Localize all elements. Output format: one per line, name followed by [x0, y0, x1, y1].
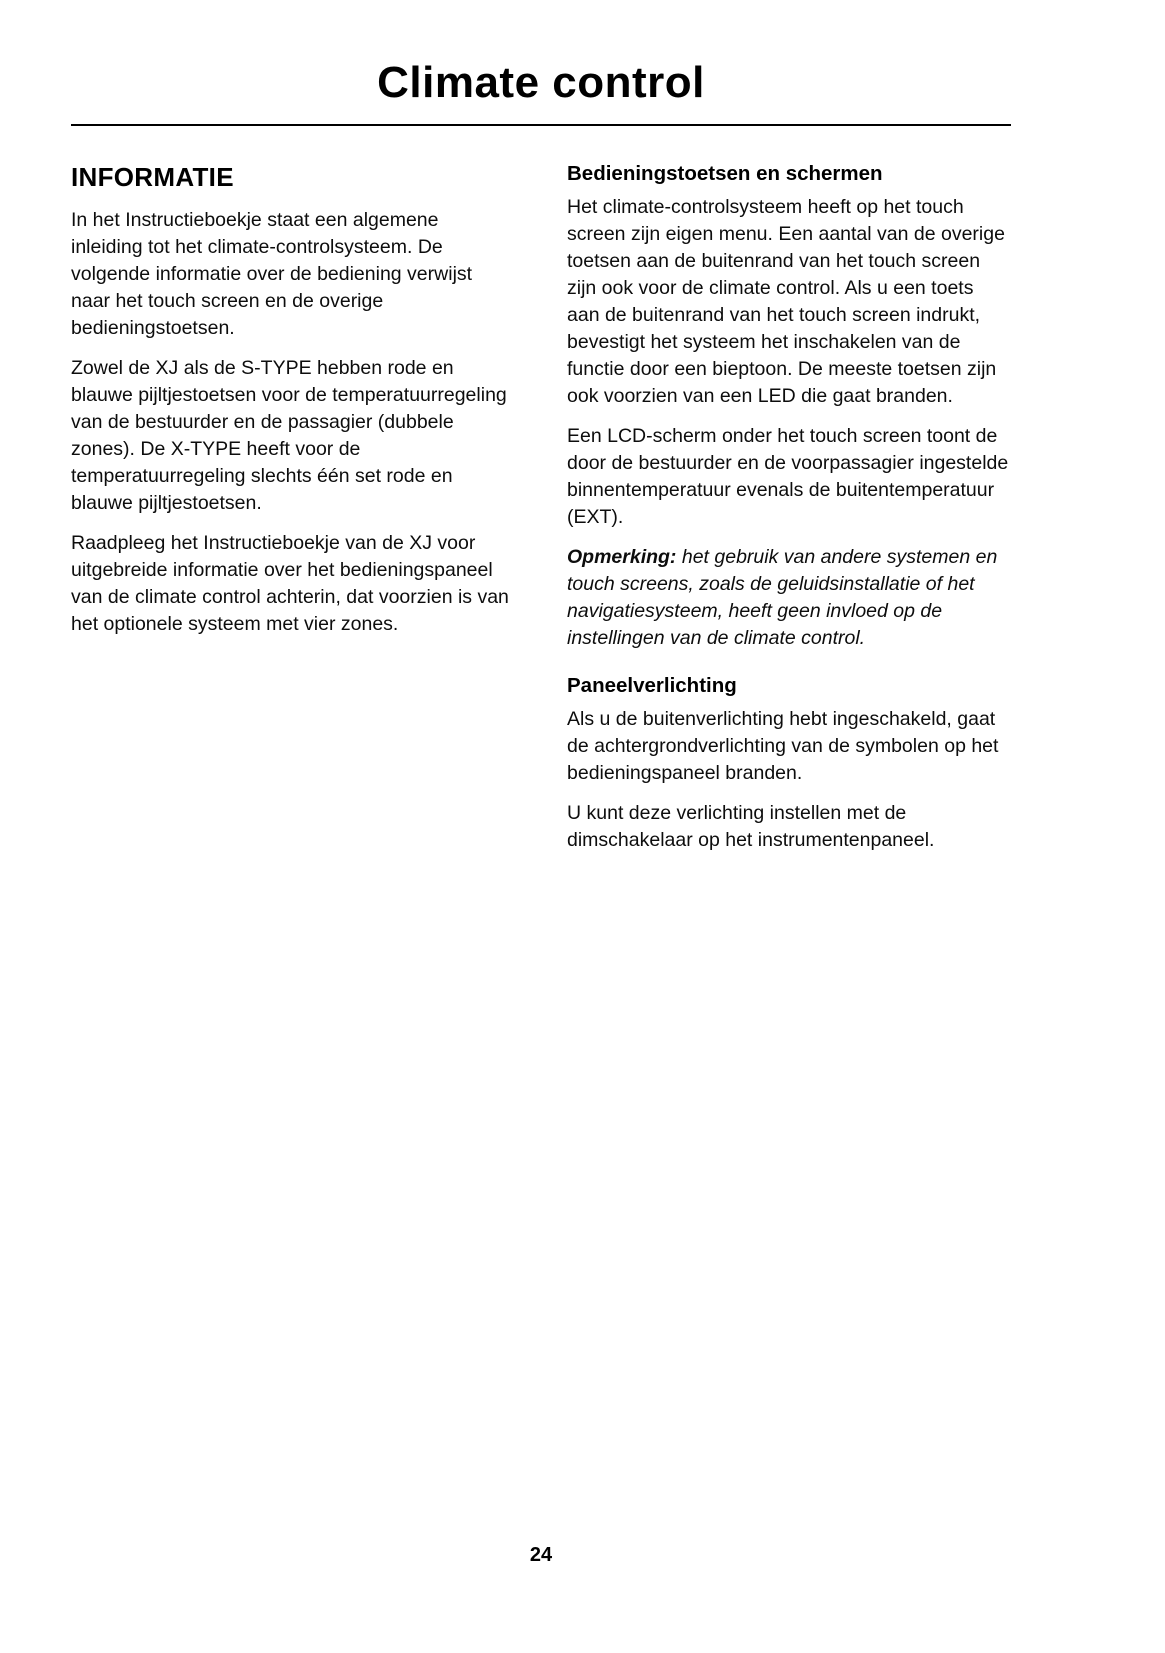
paragraph: Zowel de XJ als de S-TYPE hebben rode en blauwe pijltjestoetsen voor de temperatuurregeling van de bestuurder en de passagier (dubbele zones). De X-TYPE heeft voor de temperatuurregeling slechts één set rode en blauwe pijltjestoetsen. — [71, 357, 507, 514]
section-heading-informatie: INFORMATIE — [71, 162, 234, 192]
page-number: 24 — [529, 1544, 553, 1566]
note-lead: Opmerking: — [567, 546, 677, 568]
section-heading-paneelverlichting: Paneelverlichting — [567, 674, 737, 697]
note-paragraph — [567, 544, 1011, 652]
right-column — [567, 162, 1011, 867]
manual-page — [71, 0, 1011, 1653]
paragraph: U kunt deze verlichting instellen met de dimschakelaar op het instrumentenpaneel. — [567, 802, 935, 851]
page-title: Climate control — [377, 58, 705, 107]
paragraph: Het climate-controlsysteem heeft op het touch screen zijn eigen menu. Een aantal van de overige toetsen aan de buitenrand van het touch screen zijn ook voor de climate control. Als u een toets aan de buitenrand van het touch screen indrukt, bevestigt het systeem het inschakelen van de functie door een bieptoon. De meeste toetsen zijn ook voorzien van een LED die gaat branden. — [567, 196, 1005, 407]
paragraph: Als u de buitenverlichting hebt ingeschakeld, gaat de achtergrondverlichting van de symbolen op het bedieningspaneel branden. — [567, 708, 999, 784]
paragraph: Raadpleeg het Instructieboekje van de XJ voor uitgebreide informatie over het bedieningspaneel van de climate control achterin, dat voorzien is van het optionele systeem met vier zones. — [71, 532, 509, 635]
paragraph: In het Instructieboekje staat een algemene inleiding tot het climate-controlsysteem. De volgende informatie over de bediening verwijst naar het touch screen en de overige bedieningstoetsen. — [71, 209, 473, 339]
paragraph: Een LCD-scherm onder het touch screen toont de door de bestuurder en de voorpassagier ingestelde binnentemperatuur evenals de buitentemperatuur (EXT). — [567, 425, 1009, 528]
section-heading-bedieningstoetsen: Bedieningstoetsen en schermen — [567, 162, 883, 185]
title-divider — [71, 124, 1011, 126]
left-column — [71, 162, 515, 867]
note-text: het gebruik van andere systemen en touch screens, zoals de geluidsinstallatie of het navigatiesysteem, heeft geen invloed op de instellingen van de climate control. — [567, 546, 998, 649]
two-column-layout — [71, 162, 1011, 867]
